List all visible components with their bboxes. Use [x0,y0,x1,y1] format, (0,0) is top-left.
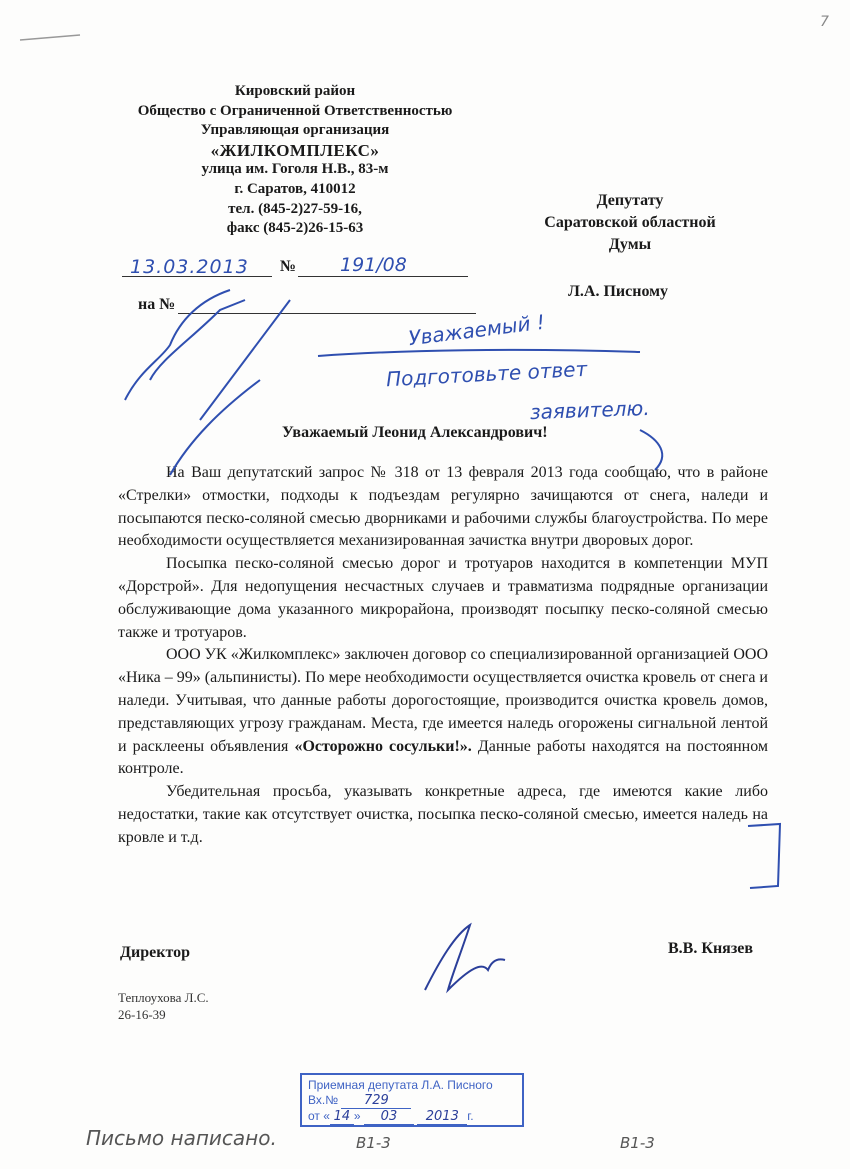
paragraph-2: Посыпка песко-соляной смесью дорог и тротуаров находится в компетенции МУП «Дорстрой». Для недопущения несчастных случаев и травматизма подрядные организации обслуживающие дома указанного микрорайона, производят посыпку песко-соляной смесью также и тротуаров. [118,555,768,641]
number-label: № [280,258,297,275]
addressee-line1: Депутату [596,192,664,209]
reply-label: на № [138,296,176,313]
sender-org-type: Общество с Ограниченной Ответственностью [137,102,453,119]
addressee-name: Л.А. Писному [568,283,669,300]
note-code-2: В1-3 [620,1134,655,1152]
executor-phone: 26-16-39 [118,1007,166,1022]
executor-name: Теплоухова Л.С. [118,990,209,1005]
margin-bracket-icon [748,824,780,888]
stamp-month: 03 [364,1109,414,1125]
stamp-year-suffix: г. [467,1109,474,1123]
stamp-year: 2013 [417,1109,467,1125]
signature-role: Директор [120,944,190,961]
paragraph-3-tail: Данные работы находятся на постоянном контроле. [118,737,769,778]
resolution-line3: заявителю. [529,395,651,425]
warning-emphasis: «Осторожно сосульки!». [294,737,472,755]
note-code-1: В1-3 [356,1134,391,1152]
signature-name: В.В. Князев [668,940,753,957]
stamp-day-close: » [353,1109,361,1123]
stamp-day: 14 [330,1109,354,1125]
stamp-title: Приемная депутата Л.А. Писного [308,1078,493,1092]
paragraph-1: На Ваш депутатский запрос № 318 от 13 февраля 2013 года сообщаю, что в районе «Стрелки» отмостки, подходы к подъездам регулярно зачищаются от снега, наледи и посыпаются песко-соляной смесью дворниками и рабочими службы благоустройства. По мере необходимости осуществляется механизированная зачистка внутри дворовых дорог. [118,464,768,550]
resolution-line1: Уважаемый ! [407,309,547,351]
margin-scratch-top [20,35,80,40]
resolution-hook [640,430,662,470]
note-written: Письмо написано. [86,1126,277,1150]
addressee-line2: Саратовской областной [544,214,716,231]
visa-scribble-icon [125,290,290,475]
outgoing-number: 191/08 [340,254,407,276]
note-margin-top: 7 [820,14,829,30]
paragraph-3-text: ООО УК «Жилкомплекс» заключен договор со специализированной организацией ООО «Ника – 99» (альпинисты). По мере необходимости осуществляется очистка кровель от снега и наледи. Учитывая, что данные работы дорогостоящие, производится очистка кровель домов, представляющих угрозу гражданам. Места, где имеется наледь огорожены сигнальной лентой и расклеены объявления [118,646,768,755]
sender-city: г. Саратов, 410012 [234,180,356,197]
stamp-from-label: от « [308,1109,330,1123]
resolution-line2: Подготовьте ответ [385,356,588,392]
stamp-in-label: Вх.№ [308,1093,339,1107]
sender-street: улица им. Гоголя Н.В., 83-м [201,161,389,178]
stamp-in-number: 729 [341,1093,411,1109]
outgoing-date: 13.03.2013 [130,256,249,278]
sender-district: Кировский район [234,83,356,99]
sender-phone: тел. (845-2)27-59-16, [228,200,362,217]
sender-org-role: Управляющая организация [200,122,390,139]
addressee-line3: Думы [608,236,652,253]
sender-org-name: «ЖИЛКОМПЛЕКС» [210,140,380,160]
director-signature-icon [425,925,505,990]
sender-fax: факс (845-2)26-15-63 [226,220,364,237]
paragraph-4: Убедительная просьба, указывать конкретные адреса, где имеются какие либо недостатки, такие как отсутствует очистка, посыпка песко-соляной смесью, имеется наледь на кровле и т.д. [118,783,768,846]
resolution-underline [318,350,640,356]
salutation: Уважаемый Леонид Александрович! [282,424,548,441]
